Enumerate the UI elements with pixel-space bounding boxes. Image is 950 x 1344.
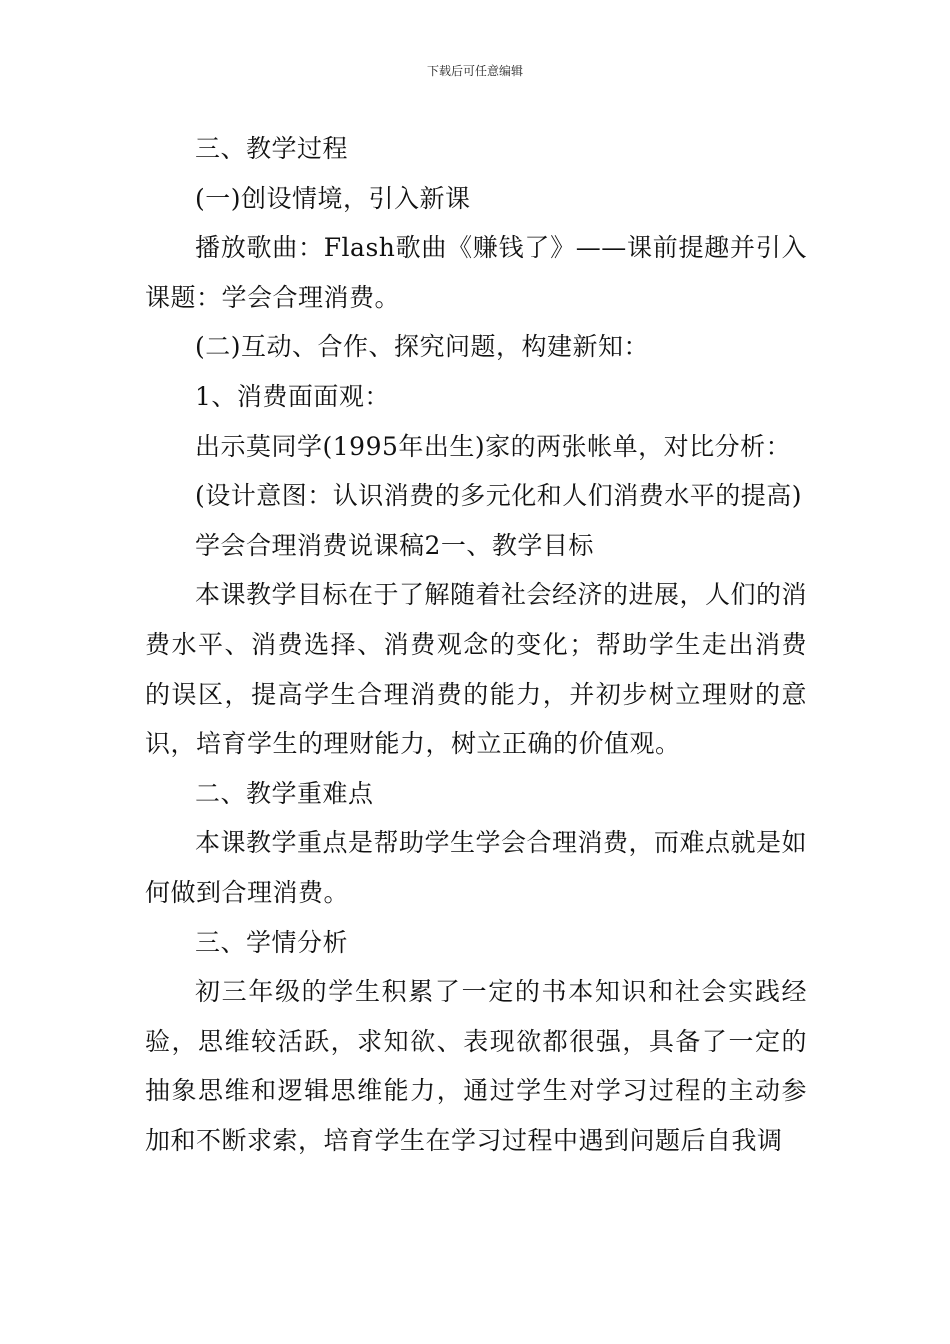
- paragraph-goals: 本课教学目标在于了解随着社会经济的进展，人们的消费水平、消费选择、消费观念的变化；帮助学生走出消费的误区，提高学生合理消费的能力，并初步树立理财的意识，培育学生的理财能力，树立正确的价值观。: [145, 580, 808, 759]
- paragraph-key-points: 本课教学重点是帮助学生学会合理消费，而难点就是如何做到合理消费。: [145, 828, 808, 907]
- document-body: [145, 124, 807, 1165]
- paragraph-song: 播放歌曲：Flash歌曲《赚钱了》——课前提趣并引入课题：学会合理消费。: [145, 233, 807, 312]
- paragraph-bills: 出示莫同学(1995年出生)家的两张帐单，对比分析：: [195, 431, 792, 461]
- item-heading-consumption: 1、消费面面观：: [195, 381, 390, 411]
- section-heading-goals: 学会合理消费说课稿2一、教学目标: [195, 530, 594, 560]
- section-heading-teaching-process: 三、教学过程: [195, 134, 349, 163]
- paragraph-student-analysis: 初三年级的学生积累了一定的书本知识和社会实践经验，思维较活跃，求知欲、表现欲都很强，具备了一定的抽象思维和逻辑思维能力，通过学生对学习过程的主动参加和不断求索，培育学生在学习过程中遇到问题后自我调: [145, 977, 807, 1155]
- subsection-heading-situation: (一)创设情境，引入新课: [195, 183, 471, 213]
- header-note: 下载后可任意编辑: [426, 64, 523, 78]
- subsection-heading-interaction: (二)互动、合作、探究问题，构建新知：: [195, 332, 650, 362]
- paragraph-design-intent: (设计意图：认识消费的多元化和人们消费水平的提高): [195, 481, 803, 511]
- section-heading-key-points: 二、教学重难点: [195, 778, 374, 808]
- section-heading-student-analysis: 三、学情分析: [195, 927, 349, 957]
